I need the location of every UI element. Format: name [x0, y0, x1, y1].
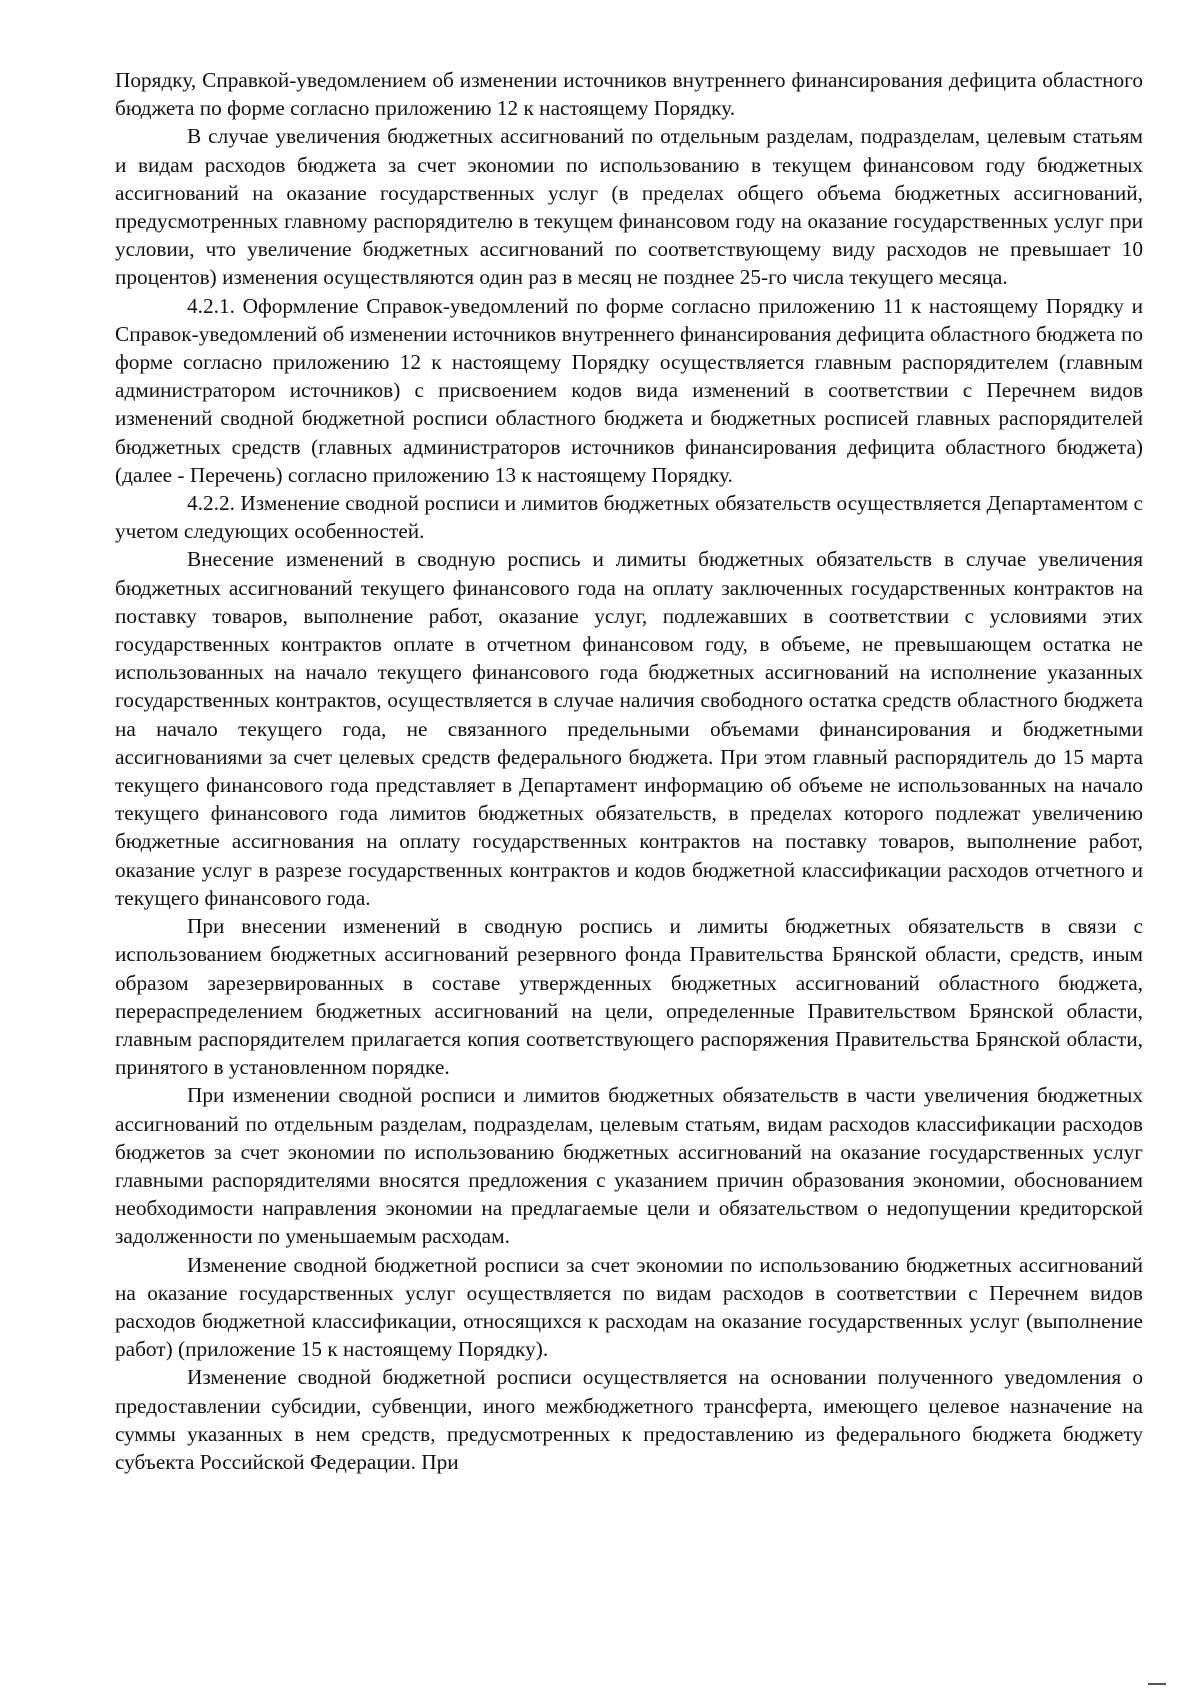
scan-mark [1148, 1683, 1166, 1691]
paragraph-expense-types: Изменение сводной бюджетной росписи за счет экономии по использованию бюджетных ассигнований на оказание государственных услуг осуществляется по видам расходов в соответствии с Перечнем видов расходов бюджетной классификации, относящихся к расходам на оказание государственных услуг (выполнение работ) (приложение 15 к настоящему Порядку). [115, 1252, 1143, 1362]
paragraph-budget-savings: В случае увеличения бюджетных ассигнований по отдельным разделам, подразделам, целевым статьям и видам расходов бюджета за счет экономии по использованию в текущем финансовом году бюджетных ассигнований на оказание государственных услуг (в пределах общего объема бюджетных ассигнований, предусмотренных главному распорядителю в текущем финансовом году на оказание государственных услуг при условии, что увеличение бюджетных ассигнований по соответствующему виду расходов не превышает 10 процентов) изменения осуществляются один раз в месяц не позднее 25-го числа текущего месяца. [115, 124, 1143, 290]
paragraph-interbudget-transfer: Изменение сводной бюджетной росписи осуществляется на основании полученного уведомления о предоставлении субсидии, субвенции, иного межбюджетного трансферта, имеющего целевое назначение на суммы указанных в нем средств, предусмотренных к предоставлению из федерального бюджета бюджету субъекта Российской Федерации. При [115, 1365, 1143, 1474]
paragraph-savings-proposals: При изменении сводной росписи и лимитов бюджетных обязательств в части увеличения бюджетных ассигнований по отдельным разделам, подразделам, целевым статьям, видам расходов классификации расходов бюджетов за счет экономии по использованию бюджетных ассигнований на оказание государственных услуг главными распорядителями вносятся предложения с указанием причин образования экономии, обоснованием необходимости направления экономии на предлагаемые цели и обязательством о недопущении кредиторской задолженности по уменьшаемым расходам. [115, 1083, 1143, 1249]
paragraph-state-contracts: Внесение изменений в сводную роспись и лимиты бюджетных обязательств в случае увеличения бюджетных ассигнований текущего финансового года на оплату заключенных государственных контрактов на поставку товаров, выполнение работ, оказание услуг, подлежавших в соответствии с условиями этих государственных контрактов оплате в отчетном финансовом году, в объеме, не превышающем остатка не использованных на начало текущего финансового года бюджетных ассигнований на исполнение указанных государственных контрактов, осуществляется в случае наличия свободного остатка средств областного бюджета на начало текущего года, не связанного предельными объемами финансирования и бюджетными ассигнованиями за счет целевых средств федерального бюджета. При этом главный распорядитель до 15 марта текущего финансового года представляет в Департамент информацию об объеме не использованных на начало текущего финансового года лимитов бюджетных обязательств, в пределах которого подлежат увеличению бюджетные ассигнования на оплату государственных контрактов на поставку товаров, выполнение работ, оказание услуг в разрезе государственных контрактов и кодов бюджетной классификации расходов отчетного и текущего финансового года. [115, 547, 1143, 910]
paragraph-reserve-fund: При внесении изменений в сводную роспись и лимиты бюджетных обязательств в связи с использованием бюджетных ассигнований резервного фонда Правительства Брянской области, средств, иным образом зарезервированных в составе утвержденных бюджетных ассигнований областного бюджета, перераспределением бюджетных ассигнований на цели, определенные Правительством Брянской области, главным распорядителем прилагается копия соответствующего распоряжения Правительства Брянской области, принятого в установленном порядке. [115, 914, 1143, 1080]
document-page [115, 66, 1143, 1476]
paragraph-continuation: Порядку, Справкой-уведомлением об изменении источников внутреннего финансирования дефицита областного бюджета по форме согласно приложению 12 к настоящему Порядку. [115, 68, 1143, 121]
paragraph-4-2-2: 4.2.2. Изменение сводной росписи и лимитов бюджетных обязательств осуществляется Департаментом с учетом следующих особенностей. [115, 491, 1143, 544]
paragraph-4-2-1: 4.2.1. Оформление Справок-уведомлений по форме согласно приложению 11 к настоящему Порядку и Справок-уведомлений об изменении источников внутреннего финансирования дефицита областного бюджета по форме согласно приложению 12 к настоящему Порядку осуществляется главным распорядителем (главным администратором источников) с присвоением кодов вида изменений в соответствии с Перечнем видов изменений сводной бюджетной росписи областного бюджета и бюджетных росписей главных распорядителей бюджетных средств (главных администраторов источников финансирования дефицита областного бюджета) (далее - Перечень) согласно приложению 13 к настоящему Порядку. [115, 293, 1143, 487]
